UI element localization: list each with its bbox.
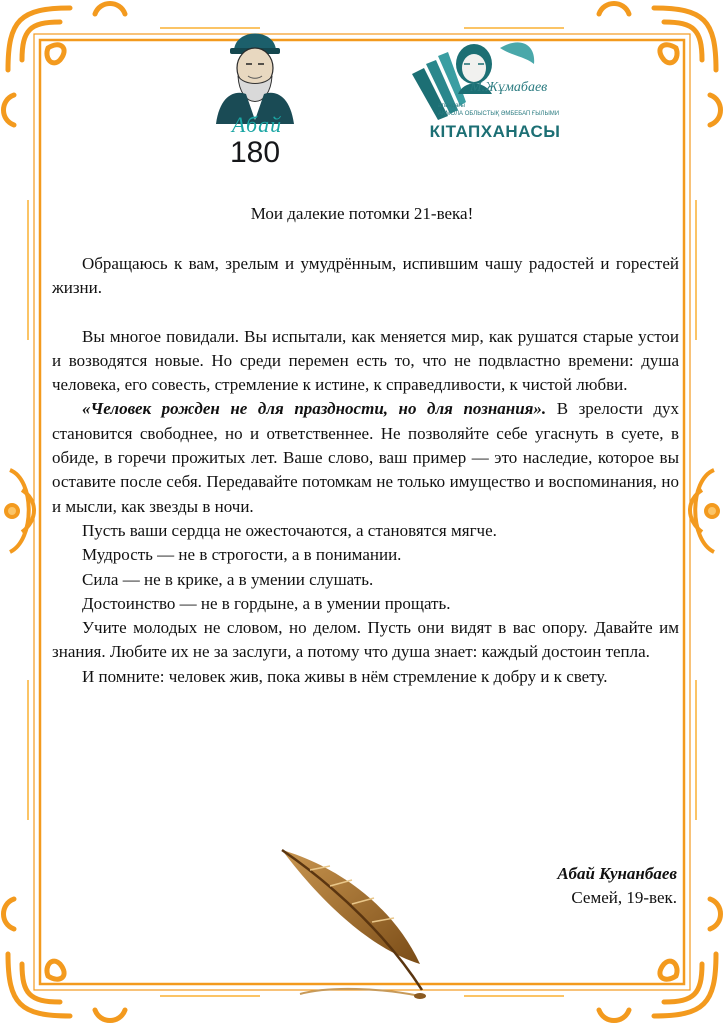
- abai-180-logo: [196, 24, 314, 172]
- corner-ornament-bottom-left: [4, 899, 126, 1021]
- library-logo: [408, 34, 566, 152]
- line-3: Сила — не в крике, а в умении слушать.: [82, 569, 374, 589]
- library-logo-subtitle: атындағы АҚМОЛА ОБЛЫСТЫҚ ӘМБЕБАП ҒЫЛЫМИ: [438, 103, 560, 117]
- quill-pen-icon: [270, 840, 440, 1010]
- side-ornament-right: [690, 470, 718, 552]
- letter-body: [52, 252, 679, 689]
- abai-portrait-icon: [196, 24, 314, 124]
- library-logo-title: КІТАПХАНАСЫ: [429, 122, 561, 141]
- paragraph-3-text: В зрелости дух становится свободнее, но и ответственнее. Не позволяйте себе угаснуть в суете, в обиде, в горечи прожитых лет. Ваше слово, ваш пример — это наследие, которое вы оставите после себя. Передавайте потомкам не только имущество и воспоминания, но и мысли, как звезды в ночи.: [52, 399, 679, 516]
- abai-logo-number: 180: [229, 136, 281, 169]
- author-name: Абай Кунанбаев: [557, 864, 677, 883]
- quote-text: «Человек рожден не для праздности, но для познания».: [82, 399, 547, 419]
- paragraph-2: Вы многое повидали. Вы испытали, как меняется мир, как рушатся старые устои и возводятся новые. Но среди перемен есть то, что не подвластно времени: душа человека, его совесть, стремление к истине, к справедливости, к чистой любви.: [52, 326, 679, 395]
- corner-ornament-top-right: [599, 4, 721, 126]
- line-1: Пусть ваши сердца не ожесточаются, а становятся мягче.: [82, 520, 497, 540]
- line-6: И помните: человек жив, пока живы в нём стремление к добру и к свету.: [82, 666, 608, 686]
- side-ornament-left: [6, 470, 34, 552]
- corner-ornament-top-left: [4, 4, 126, 126]
- signature-block: [557, 862, 677, 910]
- place-and-date: Семей, 19-век.: [571, 888, 677, 907]
- library-logo-script: М.Жұмабаев: [470, 80, 548, 95]
- letter-heading: Мои далекие потомки 21-века!: [250, 204, 474, 223]
- line-5: Учите молодых не словом, но делом. Пусть они видят в вас опору. Давайте им знания. Любите их не за заслуги, а потому что душа знает: каждый достоин тепла.: [52, 618, 679, 662]
- line-2: Мудрость — не в строгости, а в понимании.: [82, 545, 402, 565]
- paragraph-1: Обращаюсь к вам, зрелым и умудрённым, испившим чашу радостей и горестей жизни.: [52, 254, 679, 298]
- paragraph-3: [52, 397, 679, 518]
- line-4: Достоинство — не в гордыне, а в умении прощать.: [82, 593, 451, 613]
- abai-logo-script: Абай: [231, 112, 283, 137]
- corner-ornament-bottom-right: [599, 899, 721, 1021]
